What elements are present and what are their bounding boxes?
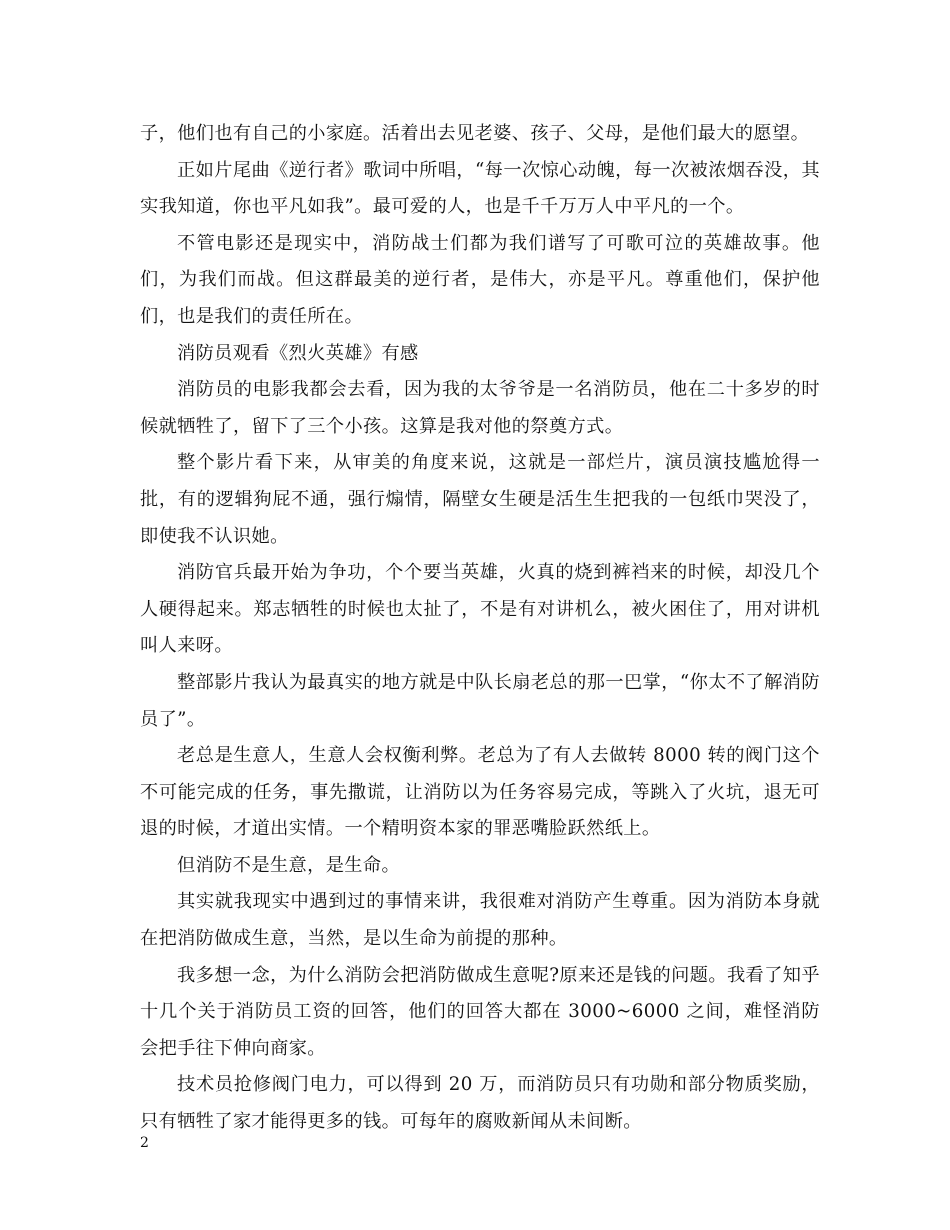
paragraph: 不管电影还是现实中，消防战士们都为我们谱写了可歌可泣的英雄故事。他们，为我们而战。但这群最美的逆行者，是伟大，亦是平凡。尊重他们，保护他们，也是我们的责任所在。 bbox=[140, 232, 820, 327]
paragraph: 老总是生意人，生意人会权衡利弊。老总为了有人去做转 8000 转的阀门这个不可能完成的任务，事先撒谎，让消防以为任务容易完成，等跳入了火坑，退无可退的时候，才道出实情。一个精明资本家的罪恶嘴脸跃然纸上。 bbox=[140, 745, 820, 840]
paragraph: 技术员抢修阀门电力，可以得到 20 万，而消防员只有功勋和部分物质奖励，只有牺牲了家才能得更多的钱。可每年的腐败新闻从未间断。 bbox=[140, 1074, 820, 1133]
paragraph: 正如片尾曲《逆行者》歌词中所唱，“每一次惊心动魄，每一次被浓烟吞没，其实我知道，你也平凡如我”。最可爱的人，也是千千万万人中平凡的一个。 bbox=[140, 159, 820, 218]
paragraph: 其实就我现实中遇到过的事情来讲，我很难对消防产生尊重。因为消防本身就在把消防做成生意，当然，是以生命为前提的那种。 bbox=[140, 891, 820, 950]
document-body bbox=[140, 116, 820, 1141]
paragraph: 消防官兵最开始为争功，个个要当英雄，火真的烧到裤裆来的时候，却没几个人硬得起来。郑志牺牲的时候也太扯了，不是有对讲机么，被火困住了，用对讲机叫人来呀。 bbox=[140, 562, 820, 657]
paragraph: 子，他们也有自己的小家庭。活着出去见老婆、孩子、父母，是他们最大的愿望。 bbox=[140, 123, 810, 144]
section-heading: 消防员观看《烈火英雄》有感 bbox=[177, 342, 419, 364]
paragraph: 整个影片看下来，从审美的角度来说，这就是一部烂片，演员演技尴尬得一批，有的逻辑狗屁不通，强行煽情，隔壁女生硬是活生生把我的一包纸巾哭没了，即使我不认识她。 bbox=[140, 452, 820, 547]
paragraph: 但消防不是生意，是生命。 bbox=[177, 854, 401, 876]
paragraph: 消防员的电影我都会去看，因为我的太爷爷是一名消防员，他在二十多岁的时候就牺牲了，留下了三个小孩。这算是我对他的祭奠方式。 bbox=[140, 379, 820, 437]
page-number: 2 bbox=[140, 1135, 149, 1151]
paragraph: 我多想一念，为什么消防会把消防做成生意呢?原来还是钱的问题。我看了知乎十几个关于消防员工资的回答，他们的回答大都在 3000~6000 之间，难怪消防会把手往下伸向商家。 bbox=[140, 964, 820, 1059]
paragraph: 整部影片我认为最真实的地方就是中队长扇老总的那一巴掌，“你太不了解消防员了”。 bbox=[140, 671, 820, 730]
